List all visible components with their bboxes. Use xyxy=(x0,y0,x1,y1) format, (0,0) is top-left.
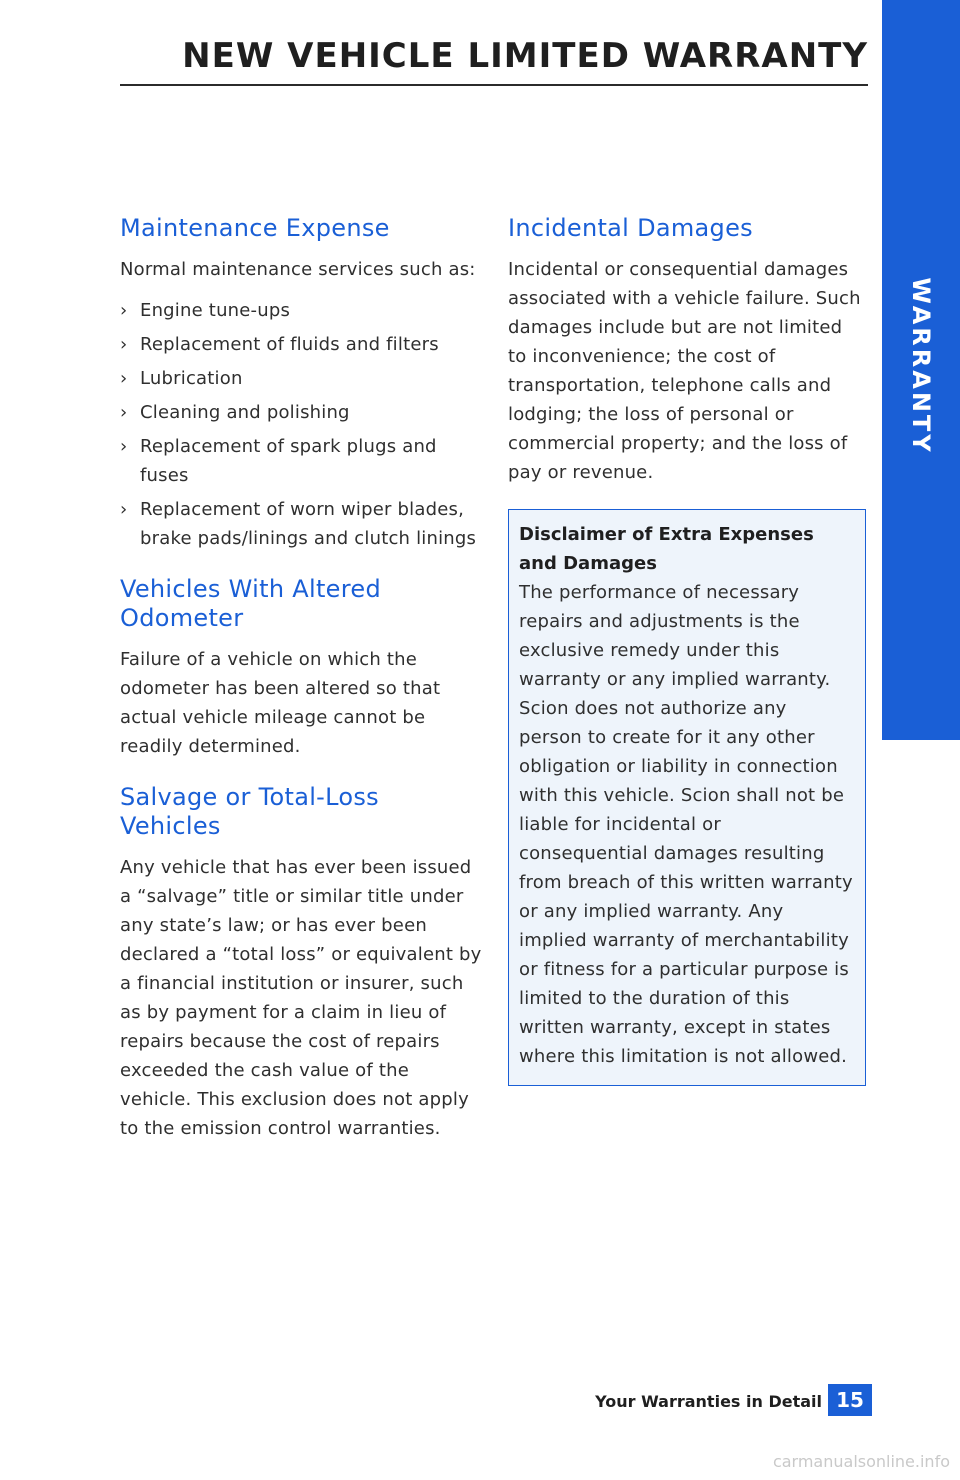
maintenance-section xyxy=(120,214,482,553)
list-item xyxy=(120,296,482,325)
chevron-right-icon: › xyxy=(120,499,128,520)
list-item xyxy=(120,495,482,553)
left-column xyxy=(120,214,482,1165)
list-item xyxy=(120,398,482,427)
right-column xyxy=(508,214,866,1086)
disclaimer-title: Disclaimer of Extra Expenses and Damages xyxy=(519,524,814,574)
page-number: 15 xyxy=(828,1384,872,1416)
list-item-text: Cleaning and polishing xyxy=(140,402,350,423)
odometer-section xyxy=(120,575,482,761)
list-item xyxy=(120,364,482,393)
page-title: NEW VEHICLE LIMITED WARRANTY xyxy=(182,36,868,76)
side-tab-label: WARRANTY xyxy=(907,277,935,455)
incidental-section xyxy=(508,214,866,487)
chevron-right-icon: › xyxy=(120,402,128,423)
disclaimer-body: The performance of necessary repairs and adjustments is the exclusive remedy under this warranty or any implied warranty. Scion does not authorize any person to create for it any other obligation or liability in connection with this vehicle. Scion shall not be liable for incidental or consequential damages resulting from breach of this written warranty or any implied warranty. Any implied warranty of merchantability or fitness for a particular purpose is limited to the duration of this written warranty, except in states where this limitation is not allowed. xyxy=(519,582,853,1067)
incidental-heading: Incidental Damages xyxy=(508,214,753,242)
footer-section-label: Your Warranties in Detail xyxy=(595,1392,822,1411)
chevron-right-icon: › xyxy=(120,368,128,389)
chevron-right-icon: › xyxy=(120,334,128,355)
incidental-body: Incidental or consequential damages associated with a vehicle failure. Such damages include but are not limited to inconvenience; the cost of transportation, telephone calls and lodging; the loss of personal or commercial property; and the loss of pay or revenue. xyxy=(508,259,861,483)
list-item-text: Lubrication xyxy=(140,368,243,389)
odometer-heading: Vehicles With Altered Odometer xyxy=(120,575,381,632)
chevron-right-icon: › xyxy=(120,300,128,321)
salvage-body: Any vehicle that has ever been issued a “salvage” title or similar title under any state’s law; or has ever been declared a “total loss” or equivalent by a financial institution or insurer, such as by payment for a claim in lieu of repairs because the cost of repairs exceeded the cash value of the vehicle. This exclusion does not apply to the emission control warranties. xyxy=(120,857,482,1139)
maintenance-list xyxy=(120,296,482,553)
side-tab xyxy=(882,0,960,740)
list-item xyxy=(120,330,482,359)
list-item-text: Engine tune-ups xyxy=(140,300,291,321)
disclaimer-box xyxy=(508,509,866,1086)
salvage-section xyxy=(120,783,482,1143)
list-item-text: Replacement of worn wiper blades, brake pads/linings and clutch linings xyxy=(140,499,477,549)
chevron-right-icon: › xyxy=(120,436,128,457)
maintenance-heading: Maintenance Expense xyxy=(120,214,390,242)
list-item-text: Replacement of fluids and filters xyxy=(140,334,439,355)
salvage-heading: Salvage or Total-Loss Vehicles xyxy=(120,783,379,840)
odometer-body: Failure of a vehicle on which the odometer has been altered so that actual vehicle mileage cannot be readily determined. xyxy=(120,649,441,757)
title-divider xyxy=(120,84,868,86)
maintenance-intro: Normal maintenance services such as: xyxy=(120,259,476,280)
list-item xyxy=(120,432,482,490)
list-item-text: Replacement of spark plugs and fuses xyxy=(140,436,437,486)
watermark: carmanualsonline.info xyxy=(772,1452,950,1471)
